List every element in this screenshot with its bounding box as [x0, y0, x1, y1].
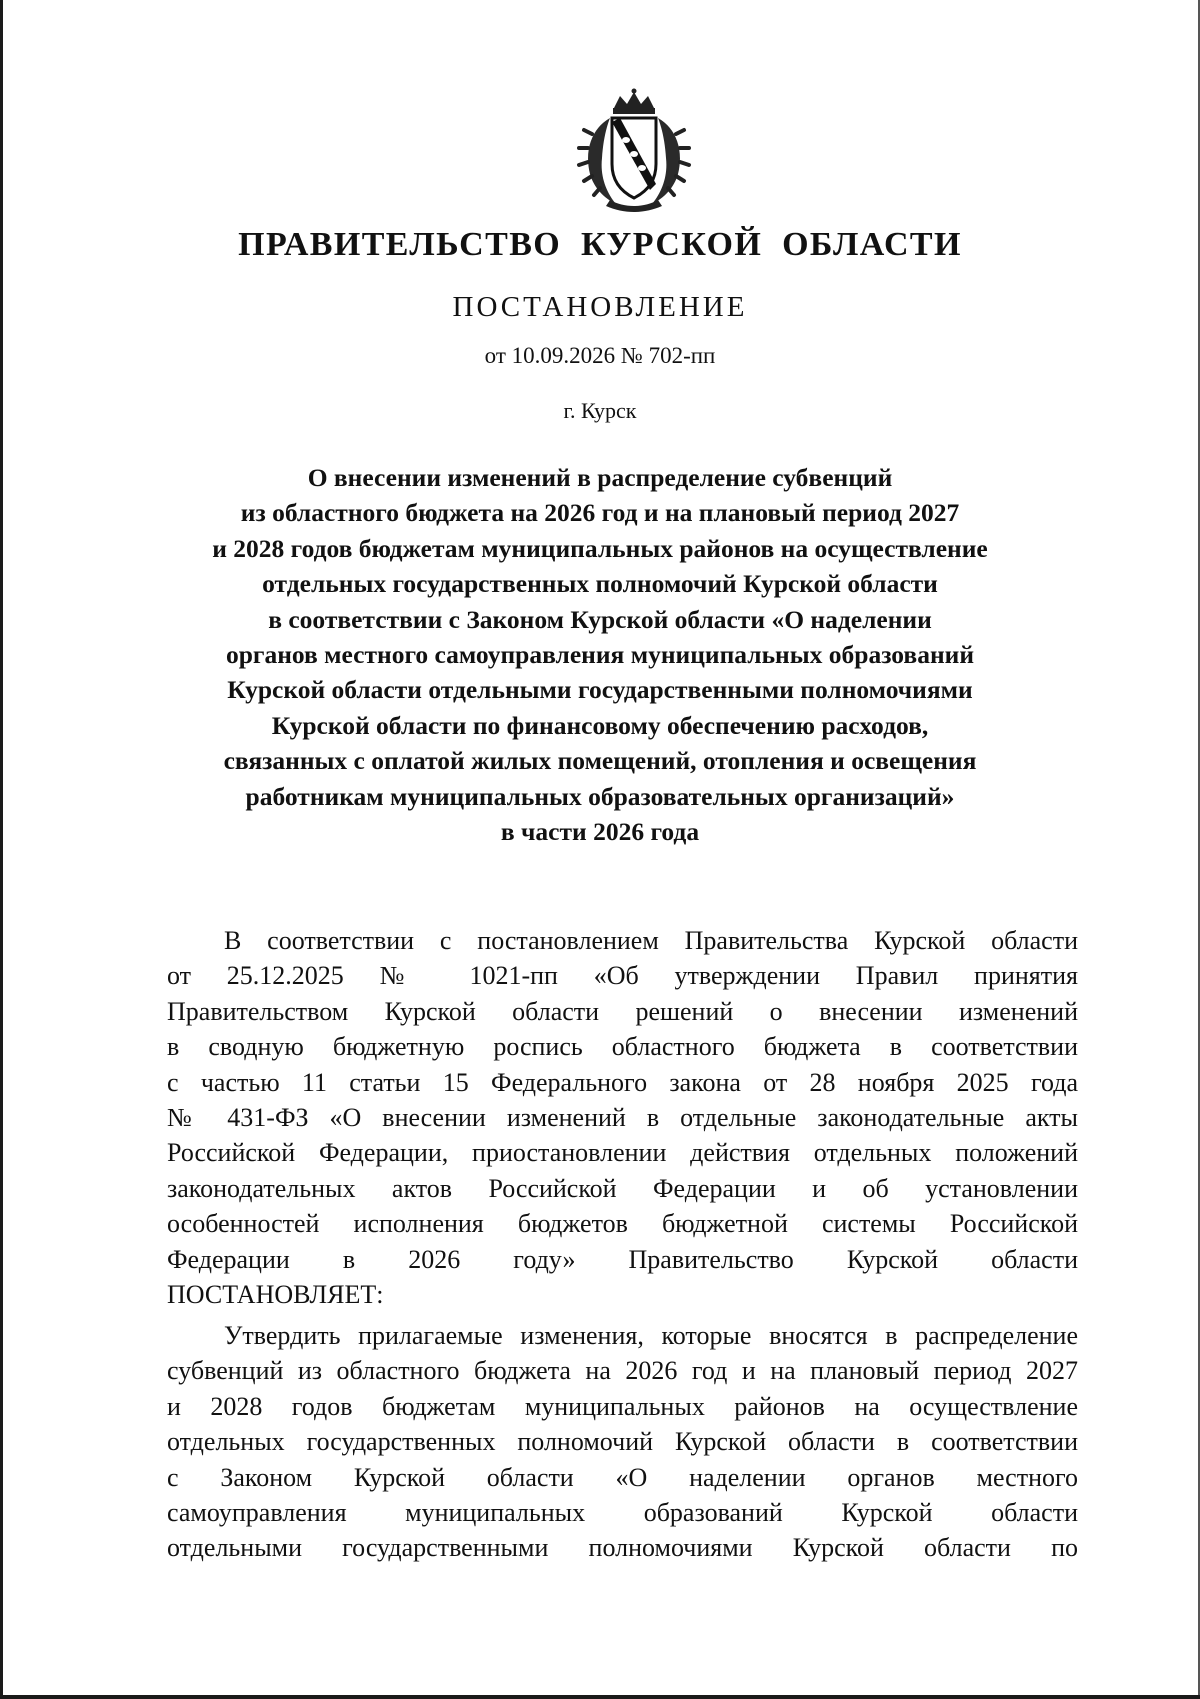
- title-line: Курской области отдельными государственными полномочиями: [227, 675, 973, 705]
- text-line: от 25.12.2025 № 1021-пп «Об утверждении Правил принятия: [167, 961, 1078, 991]
- title-line: в соответствии с Законом Курской области «О наделении: [268, 604, 932, 634]
- text-line: с частью 11 статьи 15 Федерального закона от 28 ноября 2025 года: [167, 1067, 1078, 1097]
- title-line: работникам муниципальных образовательных организаций»: [245, 781, 955, 811]
- document-type: ПОСТАНОВЛЕНИЕ: [452, 291, 748, 323]
- text-line: в сводную бюджетную роспись областного бюджета в соответствии: [167, 1032, 1078, 1062]
- text-line: и 2028 годов бюджетам муниципальных районов на осуществление: [167, 1391, 1078, 1421]
- operative-paragraph: [167, 1318, 1078, 1566]
- title-line: органов местного самоуправления муниципальных образований: [225, 639, 975, 669]
- text-line: особенностей исполнения бюджетов бюджетной системы Российской: [167, 1209, 1078, 1239]
- text-line: отдельных государственных полномочий Курской области в соответствии: [167, 1427, 1078, 1457]
- preamble-paragraph: [167, 923, 1078, 1312]
- title-line: отдельных государственных полномочий Курской области: [262, 569, 938, 599]
- kursk-coat-of-arms-icon: [570, 88, 698, 216]
- title-line: в части 2026 года: [500, 816, 700, 846]
- text-line: самоуправления муниципальных образований Курской области: [167, 1497, 1078, 1527]
- text-line: с Законом Курской области «О наделении органов местного: [167, 1462, 1078, 1492]
- scan-border-bottom: [0, 1695, 1200, 1699]
- text-line: отдельными государственными полномочиями Курской области по: [167, 1533, 1078, 1563]
- title-line: и 2028 годов бюджетам муниципальных районов на осуществление: [212, 533, 988, 563]
- text-line: № 431-ФЗ «О внесении изменений в отдельные законодательные акты: [167, 1102, 1078, 1132]
- resolution-title: [0, 460, 1200, 849]
- text-line: Утвердить прилагаемые изменения, которые вносятся в распределение: [224, 1321, 1078, 1350]
- organization-title: ПРАВИТЕЛЬСТВО КУРСКОЙ ОБЛАСТИ: [238, 226, 962, 263]
- title-line: Курской области по финансовому обеспечению расходов,: [271, 710, 929, 740]
- document-city: г. Курск: [563, 398, 637, 423]
- title-line: связанных с оплатой жилых помещений, отопления и освещения: [223, 746, 977, 776]
- text-line: субвенций из областного бюджета на 2026 год и на плановый период 2027: [167, 1356, 1078, 1386]
- text-line: Российской Федерации, приостановлении действия отдельных положений: [167, 1138, 1078, 1168]
- title-line: О внесении изменений в распределение субвенций: [307, 463, 893, 492]
- document-date-number: от 10.09.2026 № 702-пп: [484, 343, 716, 368]
- text-line: ПОСТАНОВЛЯЕТ:: [167, 1279, 384, 1309]
- text-line: Правительством Курской области решений о внесении изменений: [167, 996, 1078, 1026]
- title-line: из областного бюджета на 2026 год и на плановый период 2027: [240, 498, 960, 528]
- text-line: Федерации в 2026 году» Правительство Курской области: [167, 1244, 1078, 1274]
- text-line: В соответствии с постановлением Правительства Курской области: [224, 926, 1078, 955]
- text-line: законодательных актов Российской Федерации и об установлении: [167, 1173, 1078, 1203]
